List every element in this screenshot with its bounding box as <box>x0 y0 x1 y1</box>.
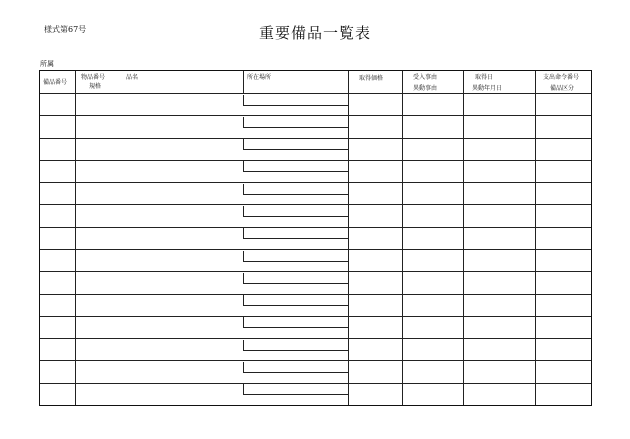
equipment-table <box>39 70 592 406</box>
location-cell <box>243 317 348 328</box>
location-cell <box>243 228 348 239</box>
header-equipment-class: 備品区分 <box>550 85 575 92</box>
header-change-reason: 異動事由 <box>413 85 438 92</box>
column-divider <box>348 71 349 405</box>
location-cell <box>243 362 348 373</box>
header-receipt-reason: 受入事由 <box>413 74 438 81</box>
location-cell <box>243 184 348 195</box>
header-spec: 規格 <box>89 83 102 90</box>
header-item-no: 物品番号 <box>81 74 106 81</box>
page-title: 重要備品一覧表 <box>258 24 371 42</box>
header-payment-order-no: 支出命令番号 <box>543 74 580 81</box>
header-acquisition-date: 取得日 <box>475 74 494 81</box>
header-change-date: 異動年月日 <box>472 85 503 92</box>
header-acquisition-price: 取得価格 <box>359 75 384 82</box>
location-cell <box>243 206 348 217</box>
location-cell <box>243 273 348 284</box>
location-cell <box>243 384 348 395</box>
location-cell <box>243 139 348 150</box>
location-cell <box>243 117 348 128</box>
header-item-name: 品名 <box>126 74 139 81</box>
location-cell <box>243 95 348 106</box>
header-equipment-no: 備品番号 <box>43 79 68 86</box>
column-divider <box>402 71 403 405</box>
location-cell <box>243 161 348 172</box>
location-divider <box>243 71 244 93</box>
column-divider <box>463 71 464 405</box>
header-location: 所在場所 <box>247 74 272 81</box>
form-number: 様式第67号 <box>44 25 87 34</box>
column-divider <box>535 71 536 405</box>
affiliation-label: 所属 <box>40 60 54 68</box>
location-cell <box>243 295 348 306</box>
location-cell <box>243 251 348 262</box>
column-divider <box>75 71 76 405</box>
location-cell <box>243 340 348 351</box>
